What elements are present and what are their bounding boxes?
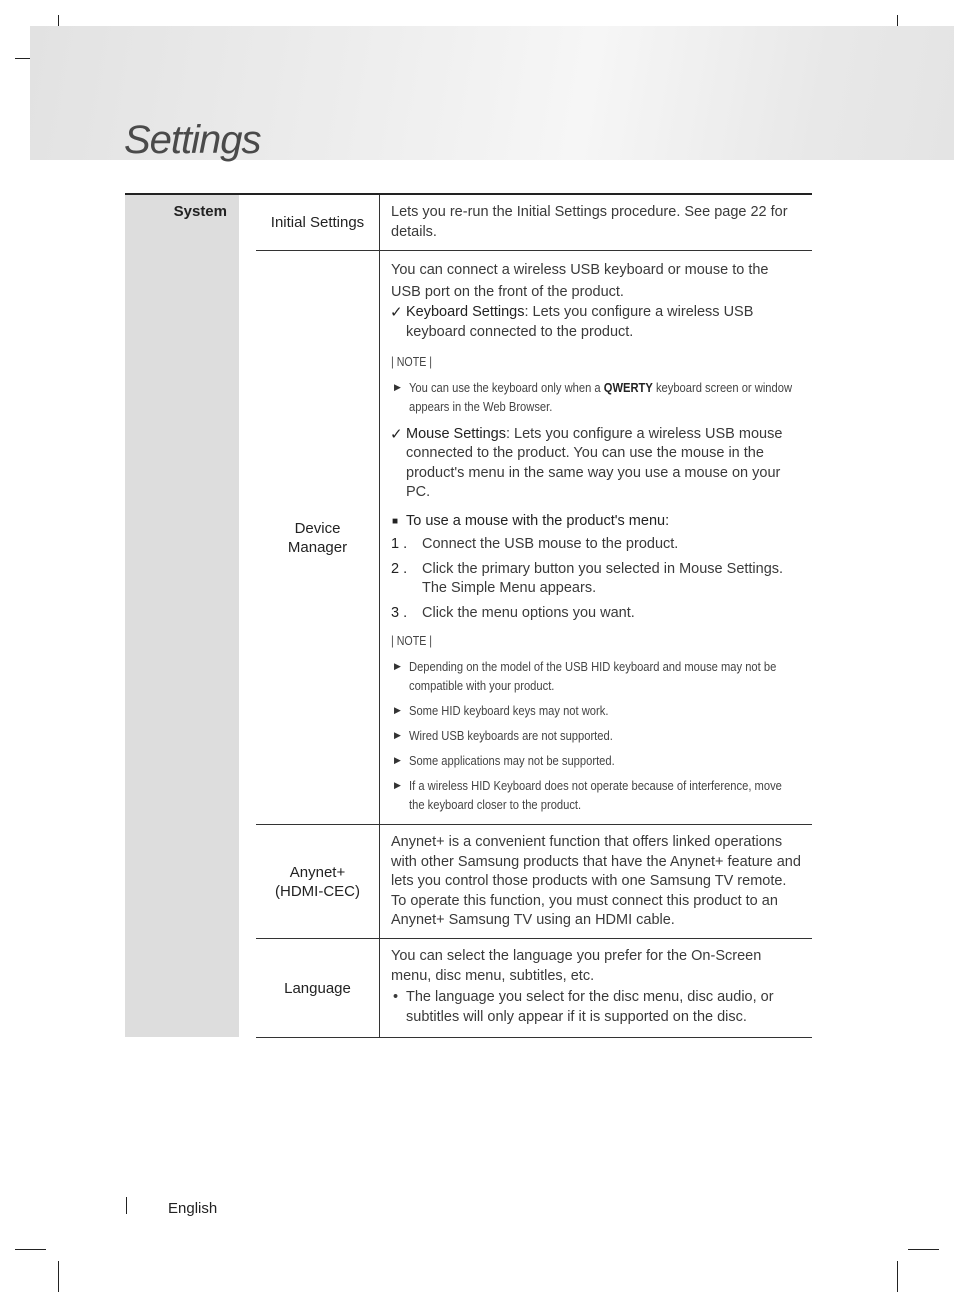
table-row-anynet [256,825,812,939]
step-text: Connect the USB mouse to the product. [422,536,679,552]
checkmark-icon: ✓ [390,304,403,321]
note-heading: | NOTE | [391,633,433,648]
device-intro: You can connect a wireless USB keyboard or mouse to the USB port on the front of the product. [391,262,769,300]
step-item [391,604,801,624]
triangle-bullet-icon: ▶ [394,729,401,740]
note-text: Wired USB keyboards are not supported. [409,727,613,743]
note-item [391,751,801,770]
step-number: 3 . [391,604,408,621]
keyboard-settings-label: Keyboard Settings [406,304,525,320]
step-text: Click the primary button you selected in Mouse Settings. The Simple Menu appears. [422,560,784,596]
language-bullet-text: The language you select for the disc menu, disc audio, or subtitles will only appear if it is supported on the disc. [406,989,774,1025]
mouse-settings-label: Mouse Settings [406,425,506,442]
table-row-device-manager [256,251,812,825]
note-text-bold: QWERTY [603,379,653,395]
checkmark-icon: ✓ [390,425,403,443]
row-desc-initial-settings [391,203,801,242]
sidebar-label-system: System [173,203,227,220]
step-item [391,535,801,555]
triangle-bullet-icon: ▶ [394,704,401,715]
square-bullet-icon: ■ [392,515,399,527]
crop-mark [908,1249,939,1250]
language-bullet [391,988,801,1027]
row-name-initial-settings: Initial Settings [256,195,380,250]
note-text: Depending on the model of the USB HID keyboard and mouse may not be compatible with your product. [409,658,777,693]
note-item [391,776,801,814]
step-item [391,560,801,599]
initial-settings-text: Lets you re-run the Initial Settings procedure. See page 22 for details. [391,204,788,240]
note-item [391,657,801,695]
mouse-use-heading-text: To use a mouse with the product's menu: [406,512,670,529]
step-number: 2 . [391,560,408,577]
note-heading: | NOTE | [391,354,433,369]
note-item [391,701,801,720]
triangle-bullet-icon: ▶ [394,779,401,790]
crop-mark [58,1261,59,1292]
row-name-anynet [256,825,380,938]
row-name-device-manager [256,251,380,824]
mouse-use-heading [391,512,801,532]
note-text: Some applications may not be supported. [409,752,615,768]
note-item [391,378,801,416]
note-text: If a wireless HID Keyboard does not operate because of interference, move the keyboard closer to the product. [409,777,782,812]
footer-language: English [168,1200,218,1217]
note-text-pre: You can use the keyboard only when a [409,379,604,395]
footer-divider [126,1197,127,1214]
mouse-settings-text: : Lets you configure a wireless USB mouse connected to the product. You can use the mouse in the product's menu in the same way you use a mouse on your PC. [406,425,783,500]
row-desc-device-manager [391,259,801,814]
language-text: You can select the language you prefer for the On-Screen menu, disc menu, subtitles, etc. [391,948,762,984]
step-text: Click the menu options you want. [422,604,635,621]
row-desc-language [391,947,801,1027]
table-row-initial-settings [256,195,812,251]
anynet-text: Anynet+ is a convenient function that offers linked operations with other Samsung products that have the Anynet+ feature and lets you control those products with one Samsung TV remote. To operate this function, you must connect this product to an Anynet+ Samsung TV using an HDMI cable. [391,834,801,928]
row-desc-anynet [391,833,801,931]
table-row-language [256,939,812,1038]
keyboard-settings-text: : Lets you configure a wireless USB keyboard connected to the product. [406,304,754,340]
crop-mark [897,1261,898,1292]
page-title: Settings [124,118,261,162]
crop-mark [15,1249,46,1250]
row-name-language: Language [256,939,380,1037]
triangle-bullet-icon: ▶ [394,660,401,671]
step-number: 1 . [391,536,408,552]
sidebar [125,194,239,1037]
note-text: Some HID keyboard keys may not work. [409,702,609,718]
note-item [391,726,801,745]
device-manager-label: Device Manager [287,519,348,556]
anynet-label: Anynet+ (HDMI-CEC) [275,863,360,900]
keyboard-settings-item [391,303,801,342]
note-text-post: keyboard screen or window appears in the Web Browser. [409,379,793,414]
mouse-settings-item [391,425,801,503]
triangle-bullet-icon: ▶ [394,381,401,392]
dot-bullet-icon: • [393,989,399,1005]
triangle-bullet-icon: ▶ [394,754,401,765]
